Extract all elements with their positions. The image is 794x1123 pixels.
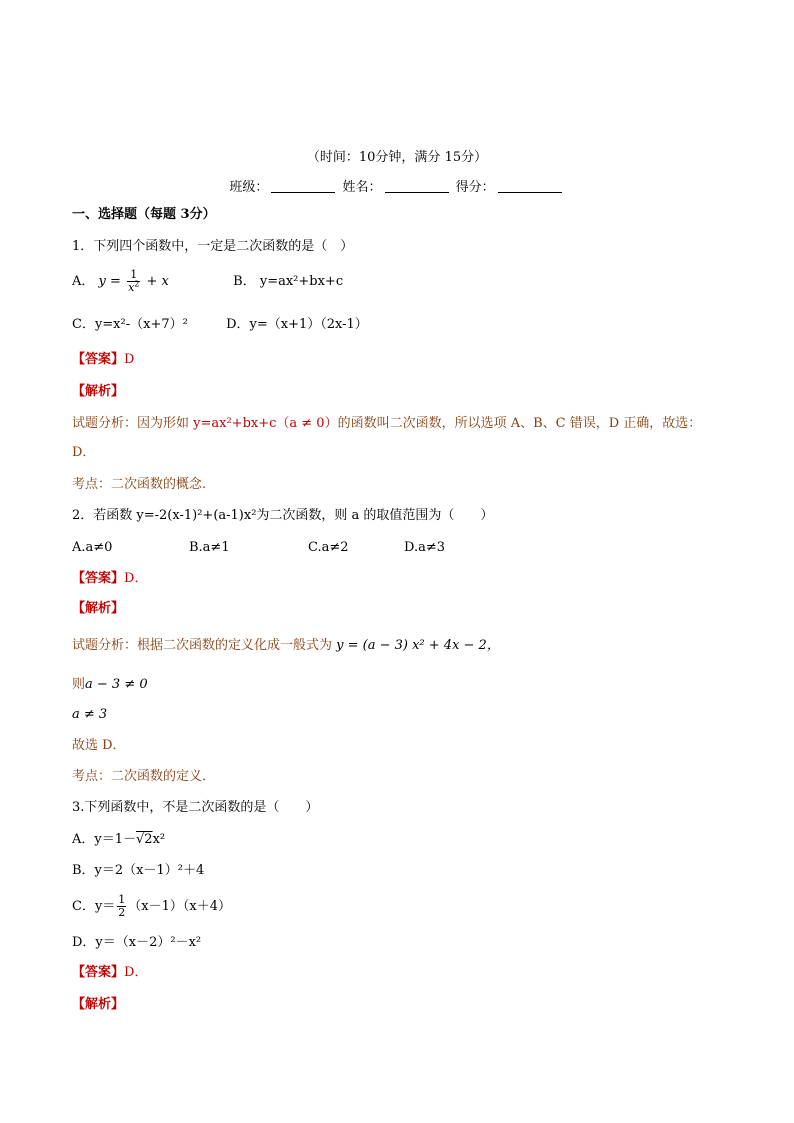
q1-answer: 【答案】D [72, 352, 135, 367]
student-info-line [0, 176, 794, 195]
q2-analysis-line1: 试题分析：根据二次函数的定义化成一般式为 y = (a − 3) x² + 4x − 2， [72, 638, 500, 653]
score-blank[interactable] [498, 180, 562, 193]
q1-kaodian: 考点：二次函数的概念. [72, 477, 207, 492]
q3-option-b: B．y＝2（x－1）²＋4 [72, 863, 205, 878]
q2-option-c: C.a≠2 [308, 540, 349, 555]
q2-analysis-line3: a ≠ 3 [72, 707, 108, 722]
q2-analysis-label: 【解析】 [72, 601, 125, 616]
q2-stem: 2．若函数 y=-2(x-1)²+(a-1)x²为二次函数，则 a 的取值范围为（ ） [72, 508, 494, 523]
score-label: 得分： [455, 180, 495, 195]
q1-options-ab [72, 268, 343, 296]
section-title: 一、选择题（每题 3分） [72, 207, 216, 222]
class-label: 班级： [229, 180, 269, 195]
q2-kaodian: 考点：二次函数的定义． [72, 769, 216, 784]
q3-answer: 【答案】D． [72, 965, 148, 980]
q1-analysis-end: D． [72, 445, 96, 460]
q2-analysis-line2: 则a − 3 ≠ 0 [72, 677, 148, 692]
q1-option-d: D．y=（x+1）（2x-1） [226, 317, 368, 332]
q1-option-c: C．y=x²-（x+7）² [72, 317, 188, 332]
q1-analysis-label: 【解析】 [72, 384, 125, 399]
class-blank[interactable] [271, 180, 335, 193]
q3-analysis-label: 【解析】 [72, 997, 125, 1012]
q3-option-c: C．y＝ $\frac{1}{2}$ （x－1）（x＋4） [72, 893, 232, 919]
q2-options [72, 539, 445, 557]
name-label: 姓名： [342, 180, 382, 195]
q2-option-d: D.a≠3 [404, 540, 446, 555]
q1-option-a: A． y = $\frac{1}{x^2}$ + x [72, 268, 169, 294]
q3-option-a: A．y＝1－√2x² [72, 832, 166, 847]
q1-option-b: B． y=ax²+bx+c [233, 274, 344, 289]
time-note: （时间：10分钟，满分 15分） [306, 150, 488, 165]
q3-option-d: D．y＝（x－2）²－x² [72, 935, 202, 950]
q3-fraction: $\frac{1}{2}$ [118, 893, 126, 919]
name-blank[interactable] [385, 180, 449, 193]
q1-fraction: $\frac{1}{x^2}$ [128, 268, 140, 294]
q2-option-b: B.a≠1 [189, 540, 230, 555]
q1-stem: 1．下列四个函数中，一定是二次函数的是（ ） [72, 239, 354, 254]
q3-stem: 3.下列函数中，不是二次函数的是（ ） [72, 800, 319, 815]
q2-option-a: A.a≠0 [72, 540, 113, 555]
q1-analysis: 试题分析：因为形如 y=ax²+bx+c（a ≠ 0）的函数叫二次函数，所以选项 A、B、C 错误，D 正确，故选： [72, 416, 702, 431]
q1-options-cd [72, 316, 368, 334]
q2-answer: 【答案】D． [72, 571, 148, 586]
q2-analysis-line4: 故选 D． [72, 738, 126, 753]
